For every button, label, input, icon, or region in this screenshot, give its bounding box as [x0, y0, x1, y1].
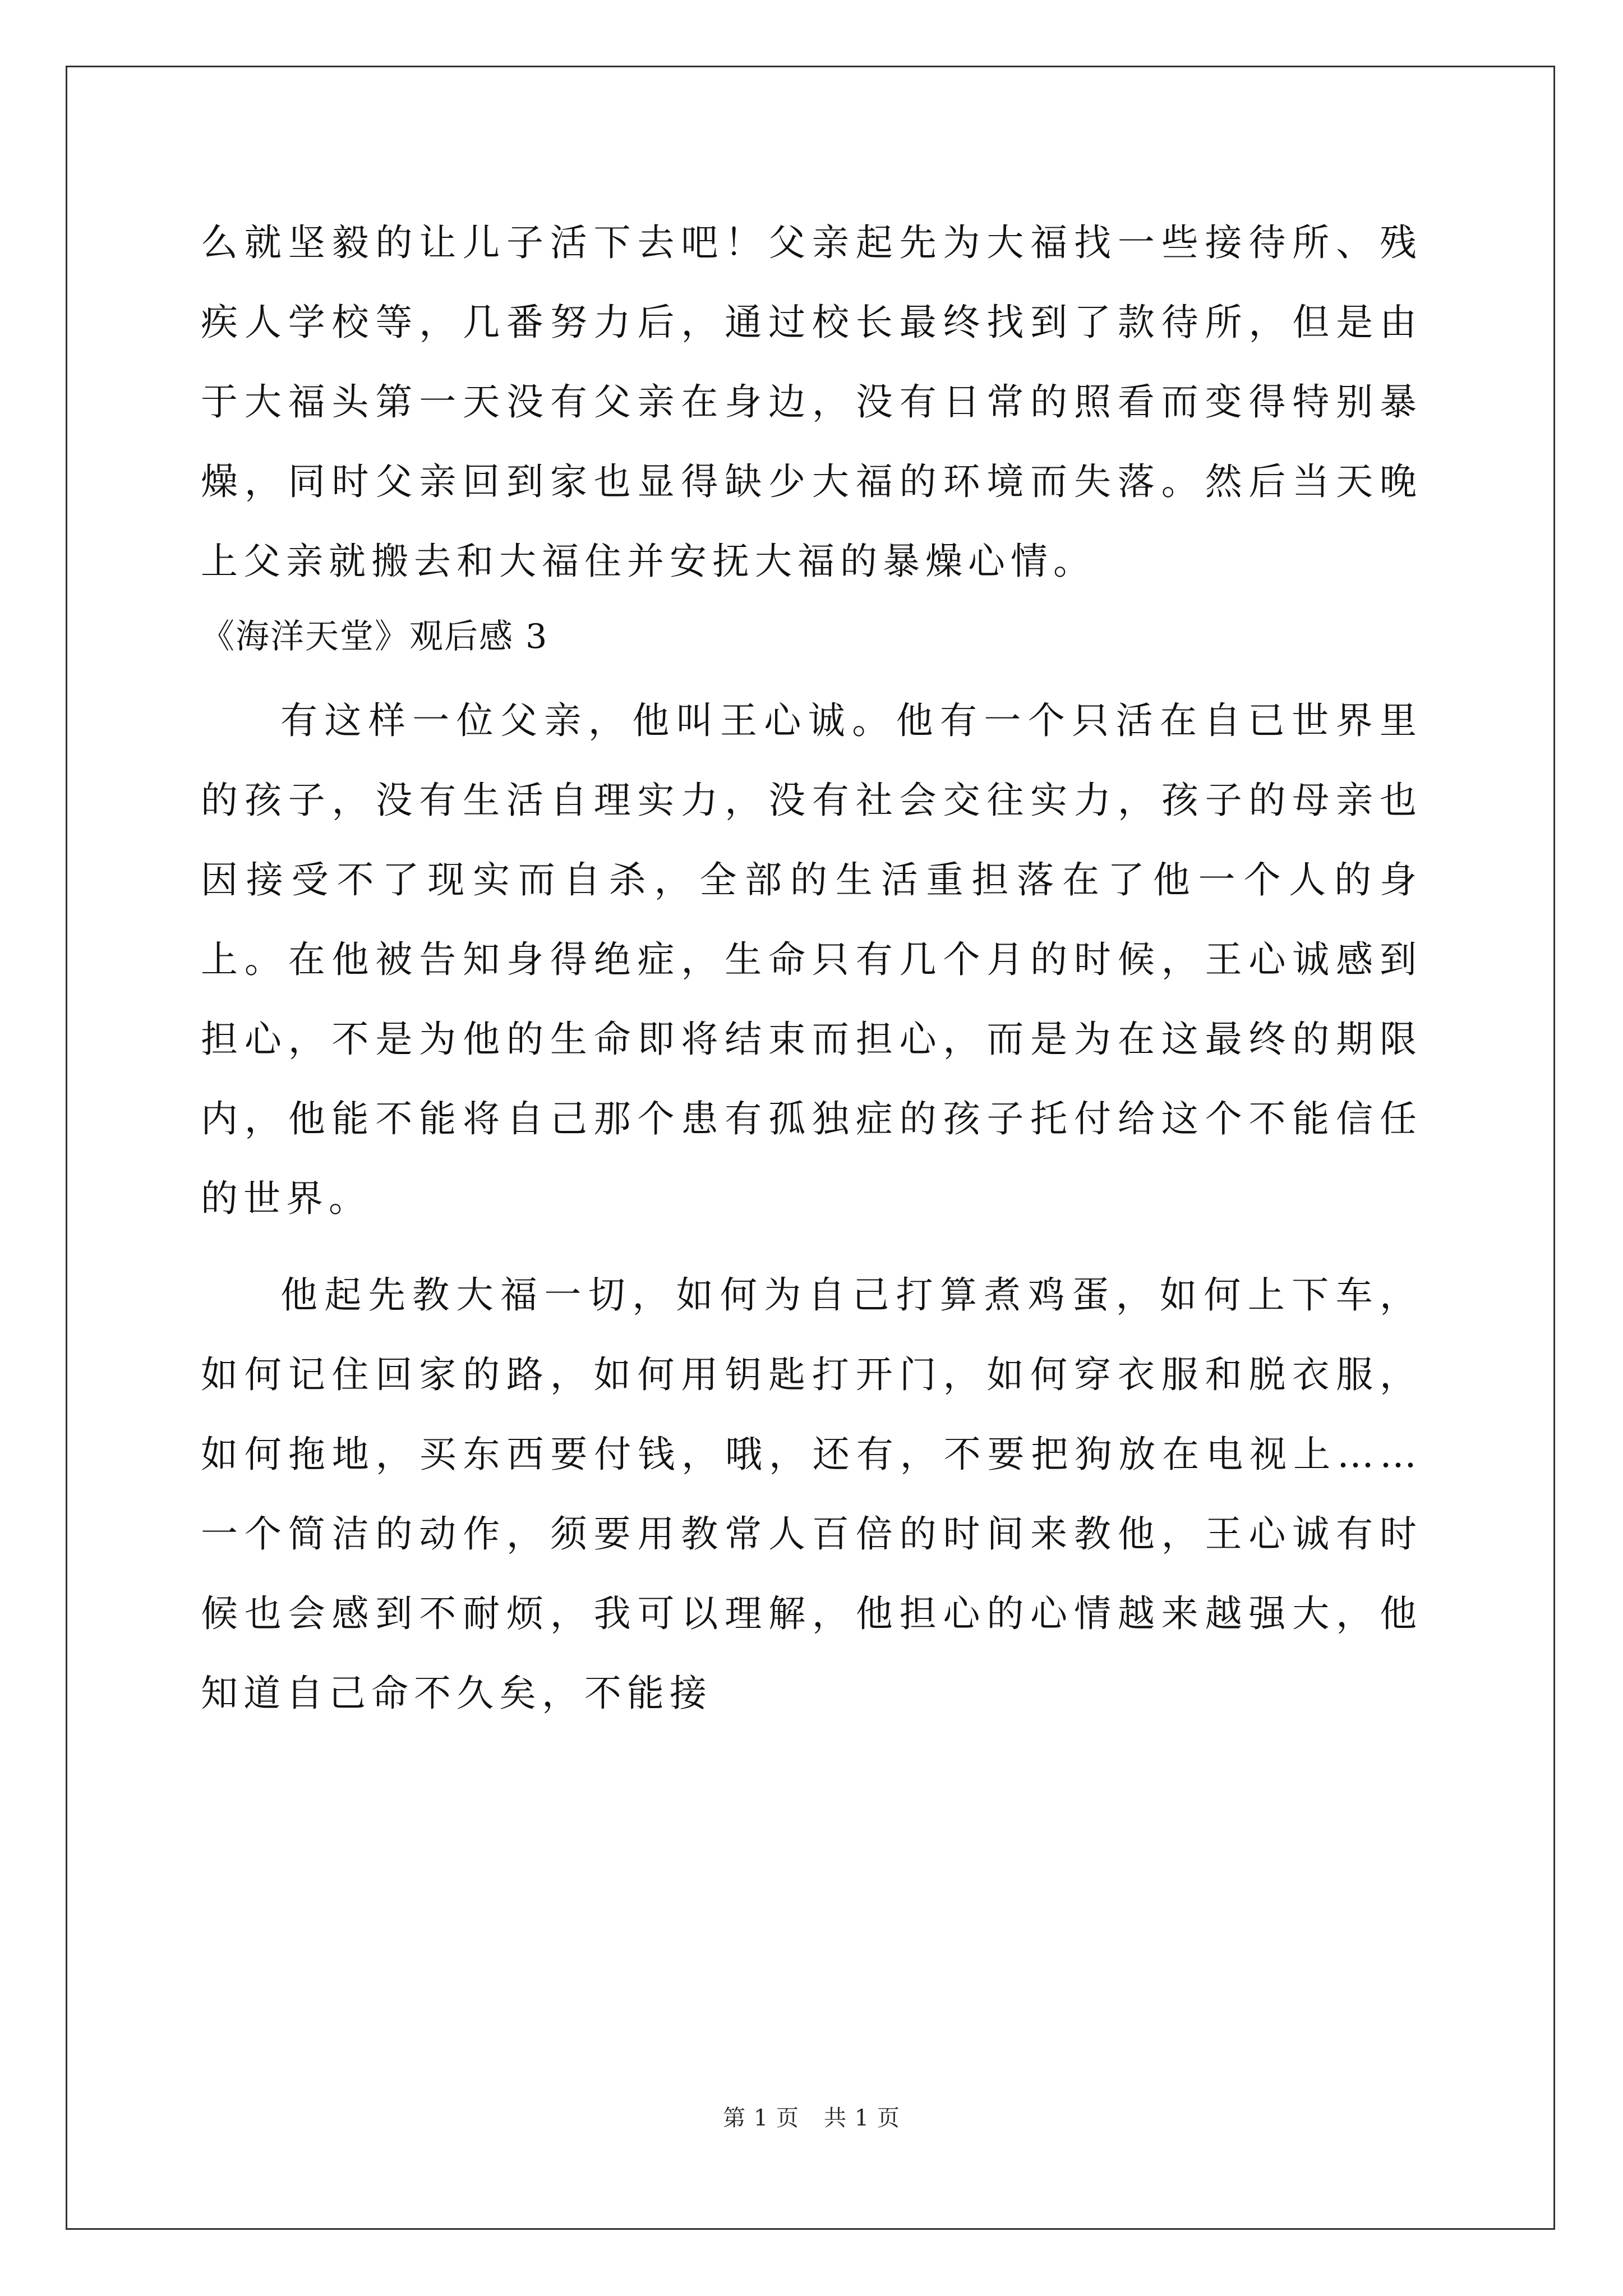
page-number: 第 1 页: [723, 2105, 799, 2131]
document-body: [201, 203, 1422, 1733]
page-footer: [0, 2100, 1623, 2132]
paragraph-1: 有这样一位父亲，他叫王心诚。他有一个只活在自已世界里的孩子，没有生活自理实力，没有社会交往实力，孩子的母亲也因接受不了现实而自杀，全部的生活重担落在了他一个人的身上。在他被告知身得绝症，生命只有几个月的时候，王心诚感到担心，不是为他的生命即将结束而担心，而是为在这最终的期限内，他能不能将自己那个患有孤独症的孩子托付给这个不能信任的世界。: [201, 699, 1422, 1220]
paragraph-2: 他起先教大福一切，如何为自己打算煮鸡蛋，如何上下车，如何记住回家的路，如何用钥匙打开门，如何穿衣服和脱衣服，如何拖地，买东西要付钱，哦，还有，不要把狗放在电视上……一个简洁的动作，须要用教常人百倍的时间来教他，王心诚有时候也会感到不耐烦，我可以理解，他担心的心情越来越强大，他知道自己命不久矣，不能接: [201, 1273, 1422, 1715]
continuation-paragraph: 么就坚毅的让儿子活下去吧！父亲起先为大福找一些接待所、残疾人学校等，几番努力后，通过校长最终找到了款待所，但是由于大福头第一天没有父亲在身边，没有日常的照看而变得特别暴燥，同时父亲回到家也显得缺少大福的环境而失落。然后当天晚上父亲就搬去和大福住并安抚大福的暴燥心情。: [201, 221, 1422, 583]
paragraph-gap: [201, 1239, 1422, 1255]
section-heading: 《海洋天堂》观后感 3: [201, 617, 548, 656]
page-total: 共 1 页: [824, 2105, 900, 2131]
